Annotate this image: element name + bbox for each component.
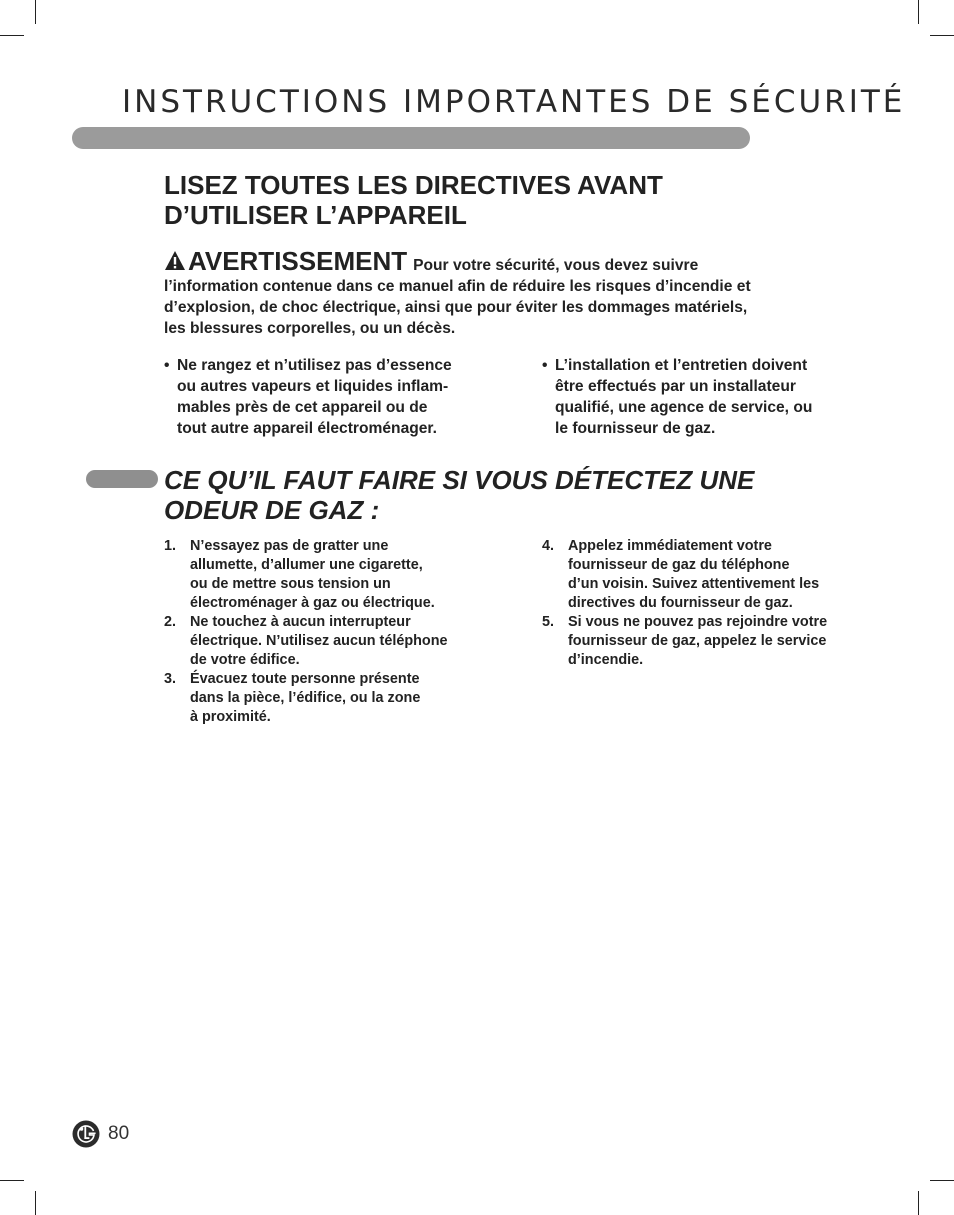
crop-mark <box>930 35 954 36</box>
heading-line: D’UTILISER L’APPAREIL <box>164 200 467 230</box>
bullet-line: L’installation et l’entretien doivent <box>555 357 808 374</box>
heading-line: CE QU’IL FAUT FAIRE SI VOUS DÉTECTEZ UNE <box>164 465 755 495</box>
crop-mark <box>930 1180 954 1181</box>
warning-first-line <box>164 246 834 276</box>
section-heading-read-instructions <box>164 170 804 230</box>
bullet-line: mables près de cet appareil ou de <box>177 399 428 416</box>
bullet-line: ou autres vapeurs et liquides inflam- <box>177 378 449 395</box>
page-number: 80 <box>108 1123 130 1144</box>
crop-mark <box>35 0 36 24</box>
page-title: INSTRUCTIONS IMPORTANTES DE SÉCURITÉ <box>122 84 906 120</box>
bullet-line: le fournisseur de gaz. <box>555 420 716 437</box>
step-number: 2. <box>164 614 177 630</box>
heading-line: LISEZ TOUTES LES DIRECTIVES AVANT <box>164 170 663 200</box>
section-pill-marker <box>86 470 158 488</box>
step-line: allumette, d’allumer une cigarette, <box>190 557 423 573</box>
crop-mark <box>918 1191 919 1215</box>
step-item <box>542 537 872 613</box>
step-line: N’essayez pas de gratter une <box>190 538 389 554</box>
warning-triangle-icon <box>164 250 186 272</box>
step-item <box>164 537 484 613</box>
step-line: Évacuez toute personne présente <box>190 671 420 687</box>
step-line: fournisseur de gaz, appelez le service <box>568 633 827 649</box>
step-item <box>164 670 484 727</box>
bullet-line: Ne rangez et n’utilisez pas d’essence <box>177 357 452 374</box>
warning-text: l’information contenue dans ce manuel afin de réduire les risques d’incendie et <box>164 278 751 295</box>
warning-block <box>164 246 834 339</box>
step-number: 5. <box>542 614 555 630</box>
step-line: Si vous ne pouvez pas rejoindre votre <box>568 614 828 630</box>
crop-mark <box>0 35 24 36</box>
step-line: ou de mettre sous tension un <box>190 576 391 592</box>
step-number: 4. <box>542 538 555 554</box>
bullet-line: être effectués par un installateur <box>555 378 796 395</box>
warning-text: d’explosion, de choc électrique, ainsi que pour éviter les dommages matériels, <box>164 299 748 316</box>
crop-mark <box>35 1191 36 1215</box>
step-number: 1. <box>164 538 177 554</box>
crop-mark <box>918 0 919 24</box>
section-heading-gas-odor <box>164 465 864 525</box>
step-line: dans la pièce, l’édifice, ou la zone <box>190 690 421 706</box>
bullet-marker: • <box>164 357 170 374</box>
steps-list-right <box>542 537 872 670</box>
warning-label: AVERTISSEMENT <box>188 246 408 276</box>
bullet-line: tout autre appareil électroménager. <box>177 420 437 437</box>
bullet-line: qualifié, une agence de service, ou <box>555 399 813 416</box>
bullet-item-gasoline <box>164 355 494 439</box>
steps-list-left <box>164 537 484 727</box>
step-line: d’un voisin. Suivez attentivement les <box>568 576 820 592</box>
step-item <box>542 613 872 670</box>
step-line: Appelez immédiatement votre <box>568 538 772 554</box>
title-bar <box>72 127 750 149</box>
step-line: électrique. N’utilisez aucun téléphone <box>190 633 448 649</box>
warning-text: Pour votre sécurité, vous devez suivre <box>413 257 699 274</box>
step-line: fournisseur de gaz du téléphone <box>568 557 790 573</box>
step-item <box>164 613 484 670</box>
bullet-item-installation <box>542 355 872 439</box>
step-line: à proximité. <box>190 709 271 725</box>
crop-mark <box>0 1180 24 1181</box>
step-line: de votre édifice. <box>190 652 300 668</box>
lg-logo-icon <box>72 1120 100 1148</box>
step-line: d’incendie. <box>568 652 644 668</box>
step-line: électroménager à gaz ou électrique. <box>190 595 435 611</box>
step-line: Ne touchez à aucun interrupteur <box>190 614 411 630</box>
heading-line: ODEUR DE GAZ : <box>164 495 380 525</box>
step-line: directives du fournisseur de gaz. <box>568 595 793 611</box>
step-number: 3. <box>164 671 177 687</box>
warning-text: les blessures corporelles, ou un décès. <box>164 320 456 337</box>
bullet-marker: • <box>542 357 548 374</box>
